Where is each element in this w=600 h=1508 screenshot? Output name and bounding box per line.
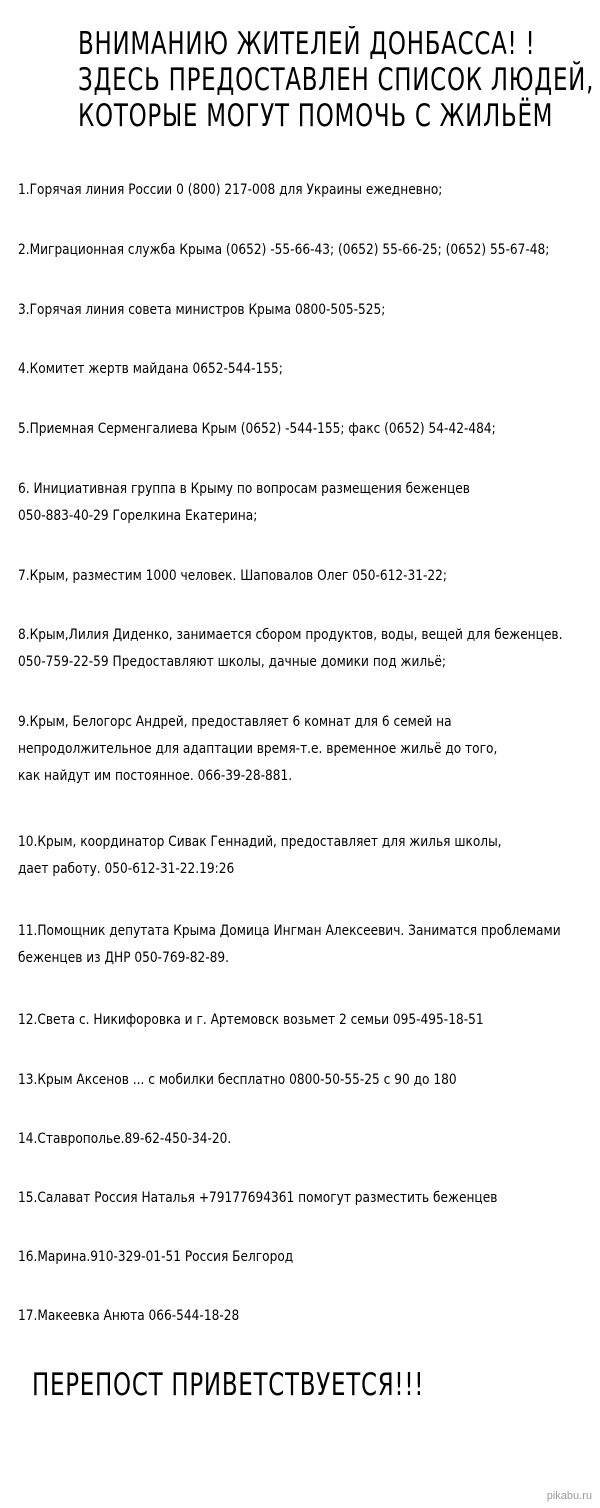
list-item-text: 9.Крым, Белогорс Андрей, предоставляет 6 комнат для 6 семей на <box>18 714 452 730</box>
list-item-text: непродолжительное для адаптации время-т.е. временное жильё до того, <box>18 741 498 757</box>
list-item <box>18 622 562 676</box>
list-item-text: 14.Ставрополье.89-62-450-34-20. <box>18 1131 232 1147</box>
list-item <box>18 1007 484 1034</box>
list-item-text: 050-883-40-29 Горелкина Екатерина; <box>18 508 258 524</box>
list-item <box>18 563 447 590</box>
list-item-text: дает работу. 050-612-31-22.19:26 <box>18 861 235 877</box>
list-item <box>18 416 496 443</box>
list-item <box>18 1244 293 1271</box>
list-item-text: 12.Света с. Никифоровка и г. Артемовск возьмет 2 семьи 095-495-18-51 <box>18 1012 484 1028</box>
list-item-text: 1.Горячая линия России 0 (800) 217-008 для Украины ежедневно; <box>18 182 443 198</box>
list-item-text: 7.Крым, разместим 1000 человек. Шаповалов Олег 050-612-31-22; <box>18 568 447 584</box>
list-item-text: как найдут им постоянное. 066-39-28-881. <box>18 768 293 784</box>
list-item-text: 15.Салават Россия Наталья +79177694361 помогут разместить беженцев <box>18 1190 498 1206</box>
list-item-text: 11.Помощник депутата Крыма Домица Ингман Алексеевич. Заниматся проблемами <box>18 923 561 939</box>
list-item-text: беженцев из ДНР 050-769-82-89. <box>18 950 229 966</box>
list-item-text: 2.Миграционная служба Крыма (0652) -55-66-43; (0652) 55-66-25; (0652) 55-67-48; <box>18 242 550 258</box>
list-item-text: 17.Макеевка Анюта 066-544-18-28 <box>18 1308 240 1324</box>
list-item <box>18 1185 497 1212</box>
title-line: ЗДЕСЬ ПРЕДОСТАВЛЕН СПИСОК ЛЮДЕЙ, <box>78 62 595 98</box>
list-item <box>18 1303 239 1330</box>
list-item-text: 13.Крым Аксенов ... с мобилки бесплатно 0800-50-55-25 с 90 до 180 <box>18 1072 457 1088</box>
list-item <box>18 237 549 264</box>
page-title <box>78 26 595 134</box>
repost-call-heading: ПЕРЕПОСТ ПРИВЕТСТВУЕТСЯ!!! <box>32 1367 425 1403</box>
list-item-text: 16.Марина.910-329-01-51 Россия Белгород <box>18 1249 294 1265</box>
list-item <box>18 476 470 530</box>
list-item <box>18 177 442 204</box>
list-item-text: 6. Инициативная группа в Крыму по вопросам размещения беженцев <box>18 481 470 497</box>
list-item-text: 4.Комитет жертв майдана 0652-544-155; <box>18 361 283 377</box>
site-watermark: pikabu.ru <box>546 1490 592 1502</box>
title-line: ВНИМАНИЮ ЖИТЕЛЕЙ ДОНБАССА! ! <box>78 26 536 62</box>
list-item-text: 8.Крым,Лилия Диденко, занимается сбором продуктов, воды, вещей для беженцев. <box>18 627 563 643</box>
list-item <box>18 829 502 883</box>
list-item <box>18 1067 457 1094</box>
list-item <box>18 356 283 383</box>
list-item <box>18 297 385 324</box>
list-item <box>18 709 497 790</box>
title-line: КОТОРЫЕ МОГУТ ПОМОЧЬ С ЖИЛЬЁМ <box>78 98 554 134</box>
list-item <box>18 918 561 972</box>
list-item <box>18 1126 231 1153</box>
list-item-text: 10.Крым, координатор Сивак Геннадий, предоставляет для жилья школы, <box>18 834 502 850</box>
list-item-text: 050-759-22-59 Предоставляют школы, дачные домики под жильё; <box>18 654 446 670</box>
list-item-text: 3.Горячая линия совета министров Крыма 0800-505-525; <box>18 302 386 318</box>
list-item-text: 5.Приемная Серменгалиева Крым (0652) -544-155; факс (0652) 54-42-484; <box>18 421 496 437</box>
